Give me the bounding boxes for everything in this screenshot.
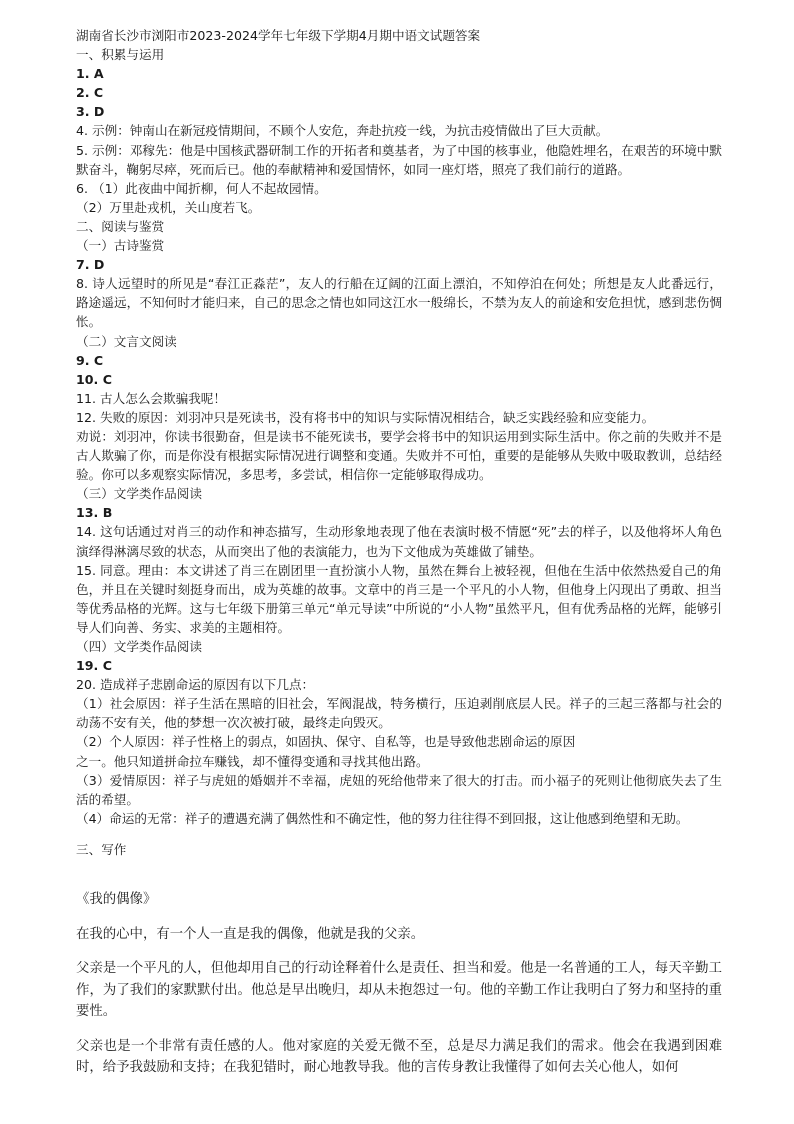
answer-5: 5. 示例：邓稼先：他是中国核武器研制工作的开拓者和奠基者，为了中国的核事业，他隐姓埋名，在艰苦的环境中默默奋斗，鞠躬尽瘁，死而后已。他的奉献精神和爱国情怀，如同一座灯塔，照亮了我们前行的道路。 <box>76 142 722 177</box>
section-heading-2: 二、阅读与鉴赏 <box>76 218 165 234</box>
answer-2: 2. C <box>76 85 104 101</box>
section-heading-3: 三、写作 <box>76 841 127 857</box>
answer-12-advice: 劝说：刘羽冲，你读书很勤奋，但是读书不能死读书，要学会将书中的知识运用到实际生活中。你之前的失败并不是古人欺骗了你，而是你没有根据实际情况进行调整和变通。失败并不可怕，重要的是能够从失败中吸取教训，总结经验。你可以多观察实际情况，多思考，多尝试，相信你一定能够取得成功。 <box>76 428 722 483</box>
spacer <box>76 828 722 840</box>
answer-20-point-3: （3）爱情原因：祥子与虎妞的婚姻并不幸福，虎妞的死给他带来了很大的打击。而小福子的死则让他彻底失去了生活的希望。 <box>76 772 722 807</box>
subsection-heading-literary-3: （三）文学类作品阅读 <box>76 486 202 502</box>
document-title: 湖南省长沙市浏阳市2023-2024学年七年级下学期4月期中语文试题答案 <box>76 28 481 43</box>
answer-20-point-4: （4）命运的无常：祥子的遭遇充满了偶然性和不确定性，他的努力往往得不到回报，这让他感到绝望和无助。 <box>76 810 689 826</box>
answer-12: 12. 失败的原因：刘羽冲只是死读书，没有将书中的知识与实际情况相结合，缺乏实践经验和应变能力。 <box>76 409 655 425</box>
answer-1: 1. A <box>76 66 104 82</box>
essay-paragraph-3: 父亲也是一个非常有责任感的人。他对家庭的关爱无微不至，总是尽力满足我们的需求。他会在我遇到困难时，给予我鼓励和支持；在我犯错时，耐心地教导我。他的言传身教让我懂得了如何去关心他人，如何 <box>76 1038 722 1076</box>
answer-3: 3. D <box>76 104 105 120</box>
answer-14: 14. 这句话通过对肖三的动作和神态描写，生动形象地表现了他在表演时极不情愿“死”去的样子，以及他将坏人角色演绎得淋漓尽致的状态，从而突出了他的表演能力，也为下文他成为英雄做了铺垫。 <box>76 524 722 559</box>
answer-6-part-2: （2）万里赴戎机，关山度若飞。 <box>76 199 261 215</box>
answer-13: 13. B <box>76 505 113 521</box>
essay-title: 《我的偶像》 <box>76 892 157 908</box>
answer-4: 4. 示例：钟南山在新冠疫情期间，不顾个人安危，奔赴抗疫一线，为抗击疫情做出了巨大贡献。 <box>76 123 609 139</box>
spacer <box>76 911 722 924</box>
subsection-heading-literary-4: （四）文学类作品阅读 <box>76 639 202 654</box>
spacer <box>76 1023 722 1036</box>
answer-7: 7. D <box>76 257 105 273</box>
answer-19: 19. C <box>76 658 112 674</box>
answer-9: 9. C <box>76 352 104 368</box>
answer-20-intro: 20. 造成祥子悲剧命运的原因有以下几点： <box>76 677 315 693</box>
answer-20-point-2-cont: 之一。他只知道拼命拉车赚钱，却不懂得变通和寻找其他出路。 <box>76 753 429 769</box>
essay-paragraph-1: 在我的心中，有一个人一直是我的偶像，他就是我的父亲。 <box>76 926 425 942</box>
spacer <box>76 945 722 958</box>
essay-paragraph-2: 父亲是一个平凡的人，但他却用自己的行动诠释着什么是责任、担当和爱。他是一名普通的工人，每天辛勤工作，为了我们的家默默付出。他总是早出晚归，却从未抱怨过一句。他的辛勤工作让我明白了努力和坚持的重要性。 <box>76 961 722 1020</box>
answer-11: 11. 古人怎么会欺骗我呢！ <box>76 390 226 406</box>
answer-6-part-1: 6. （1）此夜曲中闻折柳，何人不起故园情。 <box>76 180 327 196</box>
answer-20-point-1: （1）社会原因：祥子生活在黑暗的旧社会，军阀混战，特务横行，压迫剥削底层人民。祥子的三起三落都与社会的动荡不安有关，他的梦想一次次被打破，最终走向毁灭。 <box>76 696 722 731</box>
answer-10: 10. C <box>76 371 112 387</box>
subsection-heading-classical: （二）文言文阅读 <box>76 333 177 349</box>
answer-20-point-2: （2）个人原因：祥子性格上的弱点，如固执、保守、自私等，也是导致他悲剧命运的原因 <box>76 734 576 750</box>
answer-8: 8. 诗人远望时的所见是“春江正淼茫”，友人的行船在辽阔的江面上漂泊，不知停泊在何处；所想是友人此番远行，路途遥远，不知何时才能归来，自己的思念之情也如同这江水一般绵长，不禁为友人的前途和安危担忧，感到悲伤惆怅。 <box>76 276 722 330</box>
answer-15: 15. 同意。理由：本文讲述了肖三在剧团里一直扮演小人物，虽然在舞台上被轻视，但他在生活中依然热爱自己的角色，并且在关键时刻挺身而出，成为英雄的故事。文章中的肖三是一个平凡的小人物，但他身上闪现出了勇敢、担当等优秀品格的光辉。这与七年级下册第三单元“单元导读”中所说的“小人物”虽然平凡，但有优秀品格的光辉，能够引导人们向善、务实、求美的主题相符。 <box>76 562 722 635</box>
subsection-heading-poetry: （一）古诗鉴赏 <box>76 238 165 254</box>
section-heading-1: 一、积累与运用 <box>76 47 165 63</box>
spacer <box>76 859 722 889</box>
